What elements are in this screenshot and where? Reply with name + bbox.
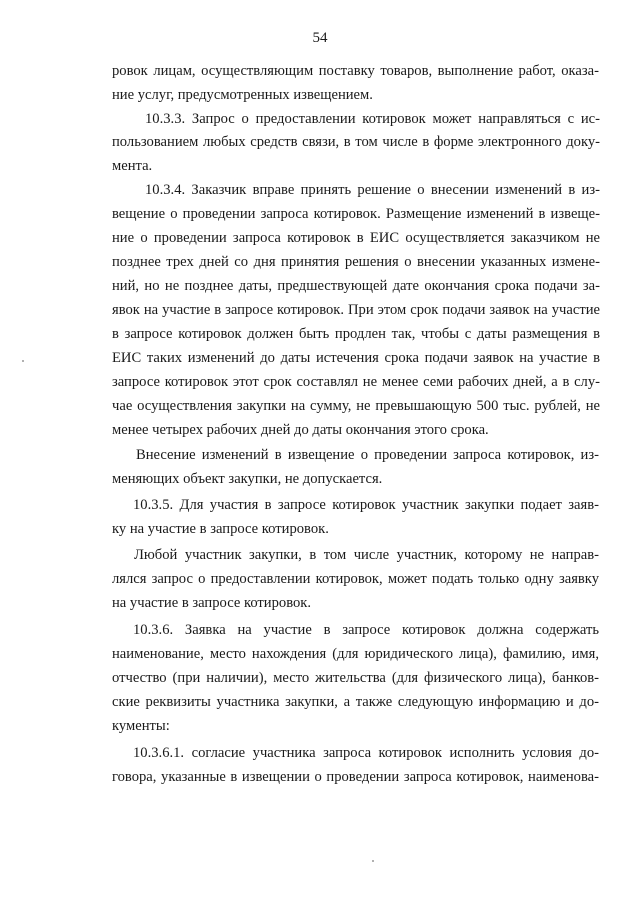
text-line: говора, указанные в извещении о проведении запроса котировок, наименова-: [112, 769, 599, 785]
text-line: в запросе котировок должен быть продлен так, чтобы с даты размещения в: [112, 326, 600, 342]
text-line: ние о проведении запроса котировок в ЕИС осуществляется заказчиком не: [112, 230, 600, 246]
text-line: запросе котировок этот срок составлял не менее семи рабочих дней, а в слу-: [112, 374, 600, 390]
text-line: 10.3.5. Для участия в запросе котировок участник закупки подает заяв-: [133, 497, 599, 513]
text-line: меняющих объект закупки, не допускается.: [112, 471, 383, 487]
text-line: 10.3.6. Заявка на участие в запросе котировок должна содержать: [133, 622, 599, 638]
page-number: 54: [312, 30, 328, 46]
text-line: отчество (при наличии), место жительства (для физического лица), банков-: [112, 670, 599, 686]
scan-speck: [22, 360, 24, 362]
text-line: кументы:: [112, 718, 170, 734]
text-line: лялся запрос о предоставлении котировок, может подать только одну заявку: [112, 571, 599, 587]
text-line: 10.3.6.1. согласие участника запроса котировок исполнить условия до-: [133, 745, 599, 761]
text-line: ний, но не позднее даты, предшествующей дате окончания срока подачи за-: [112, 278, 600, 294]
text-line: 10.3.4. Заказчик вправе принять решение о внесении изменений в из-: [145, 182, 600, 198]
text-line: наименование, место нахождения (для юридического лица), фамилию, имя,: [112, 646, 599, 662]
text-line: ние услуг, предусмотренных извещением.: [112, 87, 373, 103]
text-line: Внесение изменений в извещение о проведении запроса котировок, из-: [136, 447, 599, 463]
text-line: явок на участие в запросе котировок. При этом срок подачи заявок на участие: [112, 302, 600, 318]
text-line: вещение о проведении запроса котировок. Размещение изменений в извеще-: [112, 206, 600, 222]
text-line: на участие в запросе котировок.: [112, 595, 312, 611]
text-line: ЕИС таких изменений до даты истечения срока подачи заявок на участие в: [112, 350, 600, 366]
text-line: ровок лицам, осуществляющим поставку товаров, выполнение работ, оказа-: [112, 63, 599, 79]
text-line: Любой участник закупки, в том числе участник, которому не направ-: [134, 547, 599, 563]
text-line: ку на участие в запросе котировок.: [112, 521, 329, 537]
text-line: менее четырех рабочих дней до даты окончания этого срока.: [112, 422, 489, 438]
text-line: мента.: [112, 158, 153, 174]
text-line: ские реквизиты участника закупки, а также следующую информацию и до-: [112, 694, 599, 710]
text-line: чае осуществления закупки на сумму, не превышающую 500 тыс. рублей, не: [112, 398, 600, 414]
text-line: 10.3.3. Запрос о предоставлении котировок может направляться с ис-: [145, 111, 600, 127]
text-line: позднее трех дней со дня принятия решения о внесении указанных измене-: [112, 254, 600, 270]
scan-speck: [372, 860, 374, 862]
text-line: пользованием любых средств связи, в том числе в форме электронного доку-: [112, 134, 600, 150]
